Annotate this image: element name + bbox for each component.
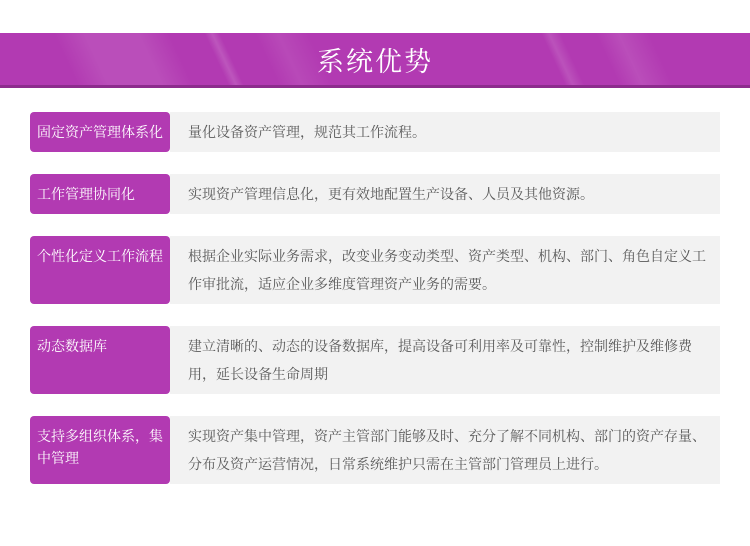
- advantage-label: 动态数据库: [30, 326, 170, 394]
- advantages-list: [0, 88, 750, 484]
- advantage-label: 个性化定义工作流程: [30, 236, 170, 304]
- advantage-row: [30, 416, 720, 484]
- advantage-label: 固定资产管理体系化: [30, 112, 170, 152]
- section-header-banner: [0, 33, 750, 88]
- advantage-row: [30, 236, 720, 304]
- advantage-row: [30, 326, 720, 394]
- advantage-label: 支持多组织体系，集中管理: [30, 416, 170, 484]
- advantage-description: 建立清晰的、动态的设备数据库，提高设备可利用率及可靠性，控制维护及维修费用，延长设备生命周期: [170, 326, 720, 394]
- advantage-row: [30, 112, 720, 152]
- advantage-description: 实现资产管理信息化，更有效地配置生产设备、人员及其他资源。: [170, 174, 720, 214]
- advantage-description: 根据企业实际业务需求，改变业务变动类型、资产类型、机构、部门、角色自定义工作审批流，适应企业多维度管理资产业务的需要。: [170, 236, 720, 304]
- advantage-label: 工作管理协同化: [30, 174, 170, 214]
- advantage-description: 实现资产集中管理，资产主管部门能够及时、充分了解不同机构、部门的资产存量、分布及资产运营情况，日常系统维护只需在主管部门管理员上进行。: [170, 416, 720, 484]
- advantage-row: [30, 174, 720, 214]
- advantage-description: 量化设备资产管理，规范其工作流程。: [170, 112, 720, 152]
- page-title: 系统优势: [317, 46, 433, 77]
